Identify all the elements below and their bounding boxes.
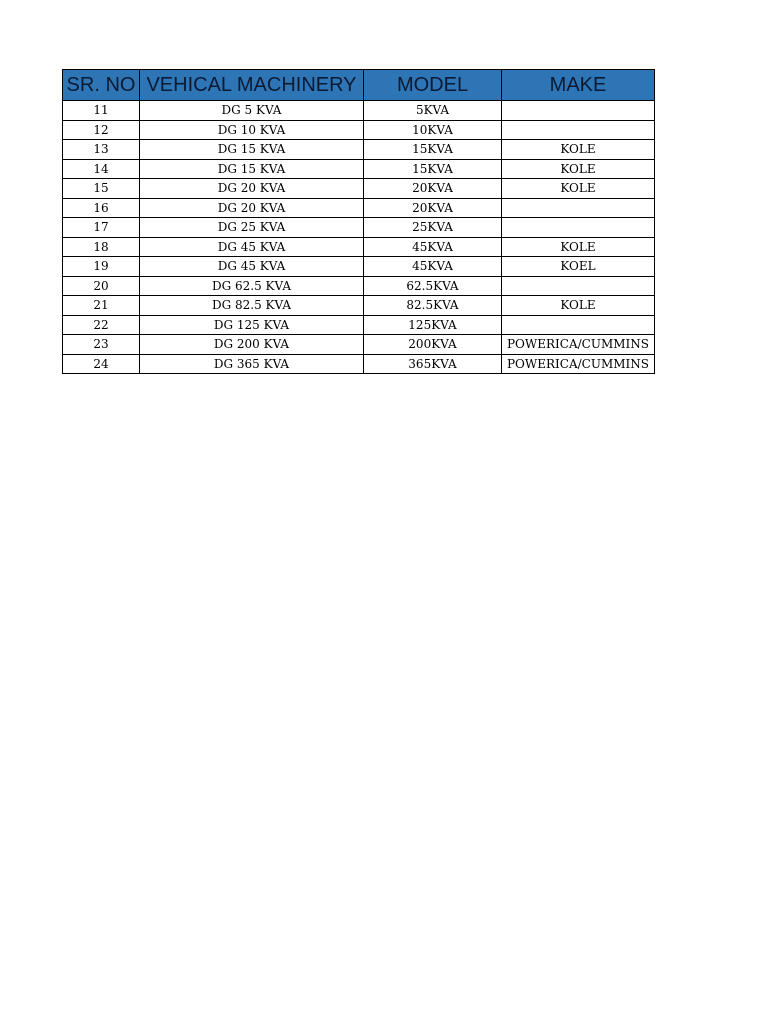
cell-sr-no: 22 <box>63 315 140 335</box>
cell-sr-no: 24 <box>63 354 140 374</box>
cell-model: 365KVA <box>364 354 502 374</box>
cell-make: KOLE <box>502 237 655 257</box>
cell-make <box>502 315 655 335</box>
table-body <box>63 101 655 374</box>
cell-model: 45KVA <box>364 257 502 277</box>
cell-make <box>502 276 655 296</box>
cell-model: 20KVA <box>364 198 502 218</box>
cell-machinery: DG 365 KVA <box>140 354 364 374</box>
header-row <box>63 70 655 101</box>
table-row <box>63 101 655 121</box>
cell-sr-no: 16 <box>63 198 140 218</box>
cell-sr-no: 18 <box>63 237 140 257</box>
header-sr-no: SR. NO <box>63 70 140 101</box>
cell-model: 15KVA <box>364 159 502 179</box>
cell-sr-no: 17 <box>63 218 140 238</box>
cell-make <box>502 198 655 218</box>
header-vehical-machinery: VEHICAL MACHINERY <box>140 70 364 101</box>
cell-machinery: DG 15 KVA <box>140 159 364 179</box>
table-row <box>63 198 655 218</box>
cell-machinery: DG 125 KVA <box>140 315 364 335</box>
table-row <box>63 237 655 257</box>
cell-machinery: DG 20 KVA <box>140 198 364 218</box>
table-row <box>63 296 655 316</box>
cell-sr-no: 13 <box>63 140 140 160</box>
cell-make: KOLE <box>502 296 655 316</box>
cell-make: POWERICA/CUMMINS <box>502 335 655 355</box>
cell-model: 62.5KVA <box>364 276 502 296</box>
cell-model: 25KVA <box>364 218 502 238</box>
cell-sr-no: 23 <box>63 335 140 355</box>
table-row <box>63 276 655 296</box>
cell-sr-no: 11 <box>63 101 140 121</box>
cell-sr-no: 20 <box>63 276 140 296</box>
cell-make <box>502 101 655 121</box>
cell-model: 125KVA <box>364 315 502 335</box>
cell-machinery: DG 45 KVA <box>140 237 364 257</box>
cell-machinery: DG 82.5 KVA <box>140 296 364 316</box>
cell-model: 45KVA <box>364 237 502 257</box>
table-row <box>63 159 655 179</box>
cell-sr-no: 14 <box>63 159 140 179</box>
table-row <box>63 257 655 277</box>
table-row <box>63 179 655 199</box>
cell-make: KOLE <box>502 179 655 199</box>
cell-machinery: DG 25 KVA <box>140 218 364 238</box>
cell-machinery: DG 5 KVA <box>140 101 364 121</box>
cell-model: 10KVA <box>364 120 502 140</box>
cell-machinery: DG 45 KVA <box>140 257 364 277</box>
cell-make: POWERICA/CUMMINS <box>502 354 655 374</box>
table-row <box>63 335 655 355</box>
cell-sr-no: 21 <box>63 296 140 316</box>
cell-model: 5KVA <box>364 101 502 121</box>
cell-machinery: DG 15 KVA <box>140 140 364 160</box>
table-row <box>63 354 655 374</box>
table-row <box>63 120 655 140</box>
cell-model: 15KVA <box>364 140 502 160</box>
cell-machinery: DG 200 KVA <box>140 335 364 355</box>
cell-machinery: DG 62.5 KVA <box>140 276 364 296</box>
table-row <box>63 315 655 335</box>
cell-make <box>502 120 655 140</box>
cell-sr-no: 19 <box>63 257 140 277</box>
header-make: MAKE <box>502 70 655 101</box>
header-model: MODEL <box>364 70 502 101</box>
cell-model: 20KVA <box>364 179 502 199</box>
table-row <box>63 140 655 160</box>
cell-model: 200KVA <box>364 335 502 355</box>
cell-machinery: DG 10 KVA <box>140 120 364 140</box>
cell-make: KOLE <box>502 140 655 160</box>
cell-model: 82.5KVA <box>364 296 502 316</box>
table-row <box>63 218 655 238</box>
table-header <box>63 70 655 101</box>
cell-make: KOLE <box>502 159 655 179</box>
cell-machinery: DG 20 KVA <box>140 179 364 199</box>
cell-make: KOEL <box>502 257 655 277</box>
cell-sr-no: 15 <box>63 179 140 199</box>
cell-make <box>502 218 655 238</box>
cell-sr-no: 12 <box>63 120 140 140</box>
equipment-table <box>62 69 655 374</box>
